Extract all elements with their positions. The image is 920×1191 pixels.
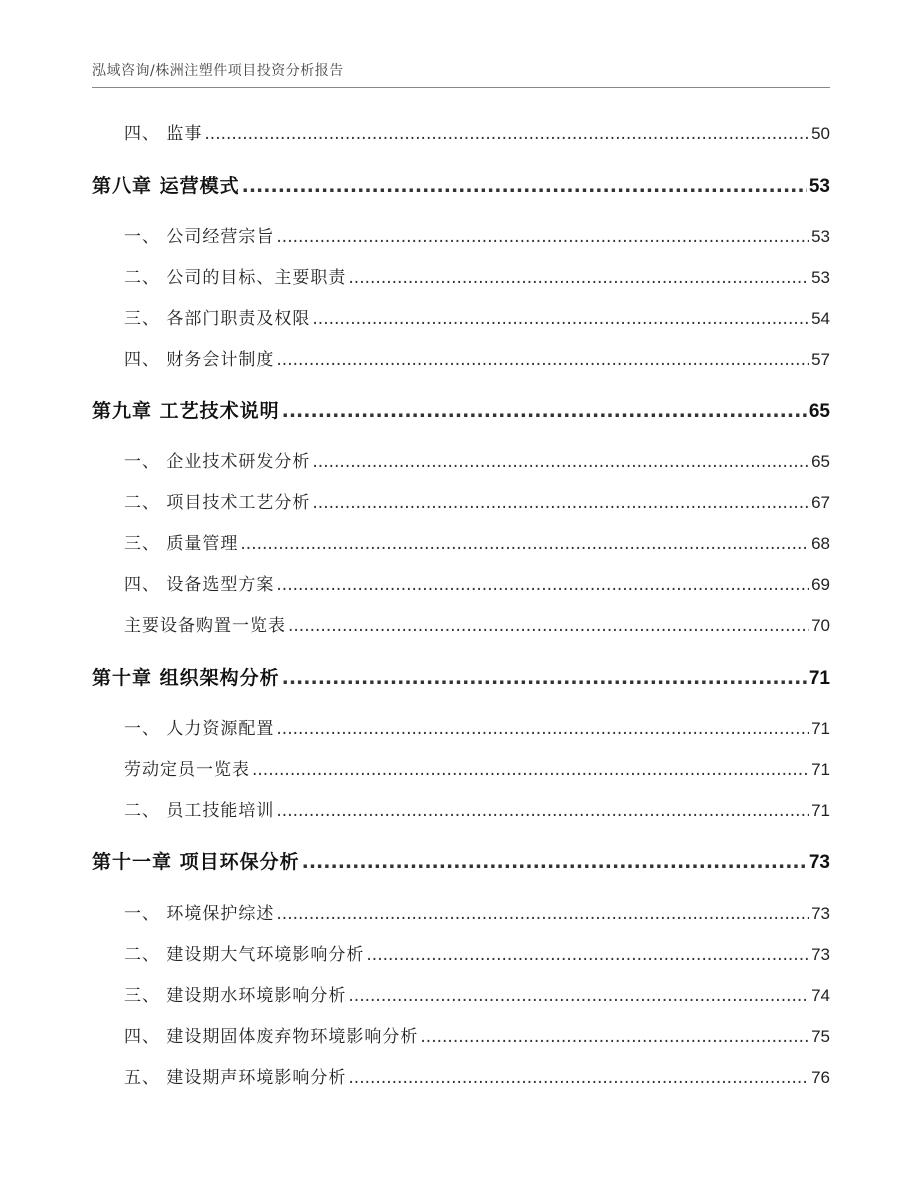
toc-entry-section[interactable] [92, 613, 830, 639]
toc-page-number: 73 [808, 852, 830, 873]
toc-entry-title: 第十一章 项目环保分析 [92, 851, 300, 873]
toc-page-number: 71 [808, 668, 830, 689]
toc-leader-dots [204, 121, 809, 147]
toc-leader-dots [366, 942, 809, 968]
toc-page-number: 73 [811, 945, 830, 964]
toc-page-number: 74 [811, 986, 830, 1005]
toc-leader-dots [252, 757, 809, 783]
toc-leader-dots [242, 173, 807, 199]
toc-entry-title: 四、 设备选型方案 [124, 575, 275, 595]
toc-entry-title: 主要设备购置一览表 [124, 616, 286, 636]
toc-entry-section[interactable] [92, 306, 830, 332]
toc-entry-section[interactable] [92, 121, 830, 147]
toc-entry-title: 四、 监事 [124, 124, 203, 144]
toc-leader-dots [312, 490, 809, 516]
toc-page-number: 67 [811, 493, 830, 512]
toc-entry-title: 五、 建设期声环境影响分析 [124, 1068, 347, 1088]
toc-entry-title: 一、 企业技术研发分析 [124, 452, 311, 472]
toc-entry-section[interactable] [92, 983, 830, 1009]
toc-page-number: 53 [811, 227, 830, 246]
toc-entry-chapter[interactable] [92, 173, 830, 199]
toc-entry-title: 三、 建设期水环境影响分析 [124, 986, 347, 1006]
toc-page-number: 71 [811, 801, 830, 820]
toc-leader-dots [276, 347, 809, 373]
toc-leader-dots [348, 265, 809, 291]
toc-leader-dots [276, 224, 809, 250]
toc-entry-section[interactable] [92, 798, 830, 824]
toc-leader-dots [348, 1065, 809, 1091]
toc-page-number: 69 [811, 575, 830, 594]
toc-leader-dots [312, 449, 809, 475]
toc-leader-dots [302, 849, 807, 875]
toc-entry-title: 一、 公司经营宗旨 [124, 227, 275, 247]
toc-page-number: 53 [808, 176, 830, 197]
toc-entry-section[interactable] [92, 942, 830, 968]
toc-entry-section[interactable] [92, 901, 830, 927]
toc-entry-section[interactable] [92, 224, 830, 250]
toc-page-number: 76 [811, 1068, 830, 1087]
toc-page-number: 71 [811, 719, 830, 738]
toc-entry-title: 一、 人力资源配置 [124, 719, 275, 739]
toc-entry-title: 四、 建设期固体废弃物环境影响分析 [124, 1027, 419, 1047]
toc-leader-dots [276, 572, 809, 598]
toc-entry-title: 二、 建设期大气环境影响分析 [124, 945, 365, 965]
toc-entry-title: 三、 质量管理 [124, 534, 239, 554]
toc-entry-section[interactable] [92, 531, 830, 557]
toc-entry-title: 二、 公司的目标、主要职责 [124, 268, 347, 288]
toc-leader-dots [282, 665, 807, 691]
toc-entry-title: 第八章 运营模式 [92, 175, 240, 197]
toc-entry-title: 三、 各部门职责及权限 [124, 309, 311, 329]
toc-entry-title: 四、 财务会计制度 [124, 350, 275, 370]
toc-entry-section[interactable] [92, 1065, 830, 1091]
toc-entry-chapter[interactable] [92, 398, 830, 424]
header-divider [92, 87, 830, 88]
toc-entry-chapter[interactable] [92, 849, 830, 875]
toc-page-number: 53 [811, 268, 830, 287]
toc-leader-dots [420, 1024, 809, 1050]
toc-leader-dots [240, 531, 809, 557]
toc-leader-dots [282, 398, 807, 424]
toc-entry-section[interactable] [92, 716, 830, 742]
toc-page-number: 71 [811, 760, 830, 779]
toc-entry-section[interactable] [92, 572, 830, 598]
toc-leader-dots [348, 983, 809, 1009]
toc-page-number: 54 [811, 309, 830, 328]
toc-entry-section[interactable] [92, 1024, 830, 1050]
toc-leader-dots [288, 613, 809, 639]
toc-entry-title: 二、 项目技术工艺分析 [124, 493, 311, 513]
toc-page-number: 65 [811, 452, 830, 471]
toc-entry-section[interactable] [92, 449, 830, 475]
toc-page-number: 75 [811, 1027, 830, 1046]
toc-entry-title: 第十章 组织架构分析 [92, 667, 280, 689]
toc-leader-dots [312, 306, 809, 332]
toc-entry-section[interactable] [92, 265, 830, 291]
toc-leader-dots [276, 798, 809, 824]
toc-page-number: 73 [811, 904, 830, 923]
toc-entry-title: 第九章 工艺技术说明 [92, 400, 280, 422]
toc-page-number: 70 [811, 616, 830, 635]
running-header: 泓域咨询/株洲注塑件项目投资分析报告 [92, 63, 344, 79]
toc-leader-dots [276, 716, 809, 742]
toc-page-number: 50 [811, 124, 830, 143]
toc-entry-chapter[interactable] [92, 665, 830, 691]
toc-entry-section[interactable] [92, 490, 830, 516]
toc-page-number: 57 [811, 350, 830, 369]
toc-page-number: 65 [808, 401, 830, 422]
toc-entry-section[interactable] [92, 347, 830, 373]
toc-entry-section[interactable] [92, 757, 830, 783]
toc-leader-dots [276, 901, 809, 927]
toc-entry-title: 一、 环境保护综述 [124, 904, 275, 924]
toc-page-number: 68 [811, 534, 830, 553]
toc-entry-title: 二、 员工技能培训 [124, 801, 275, 821]
toc-entry-title: 劳动定员一览表 [124, 760, 250, 780]
